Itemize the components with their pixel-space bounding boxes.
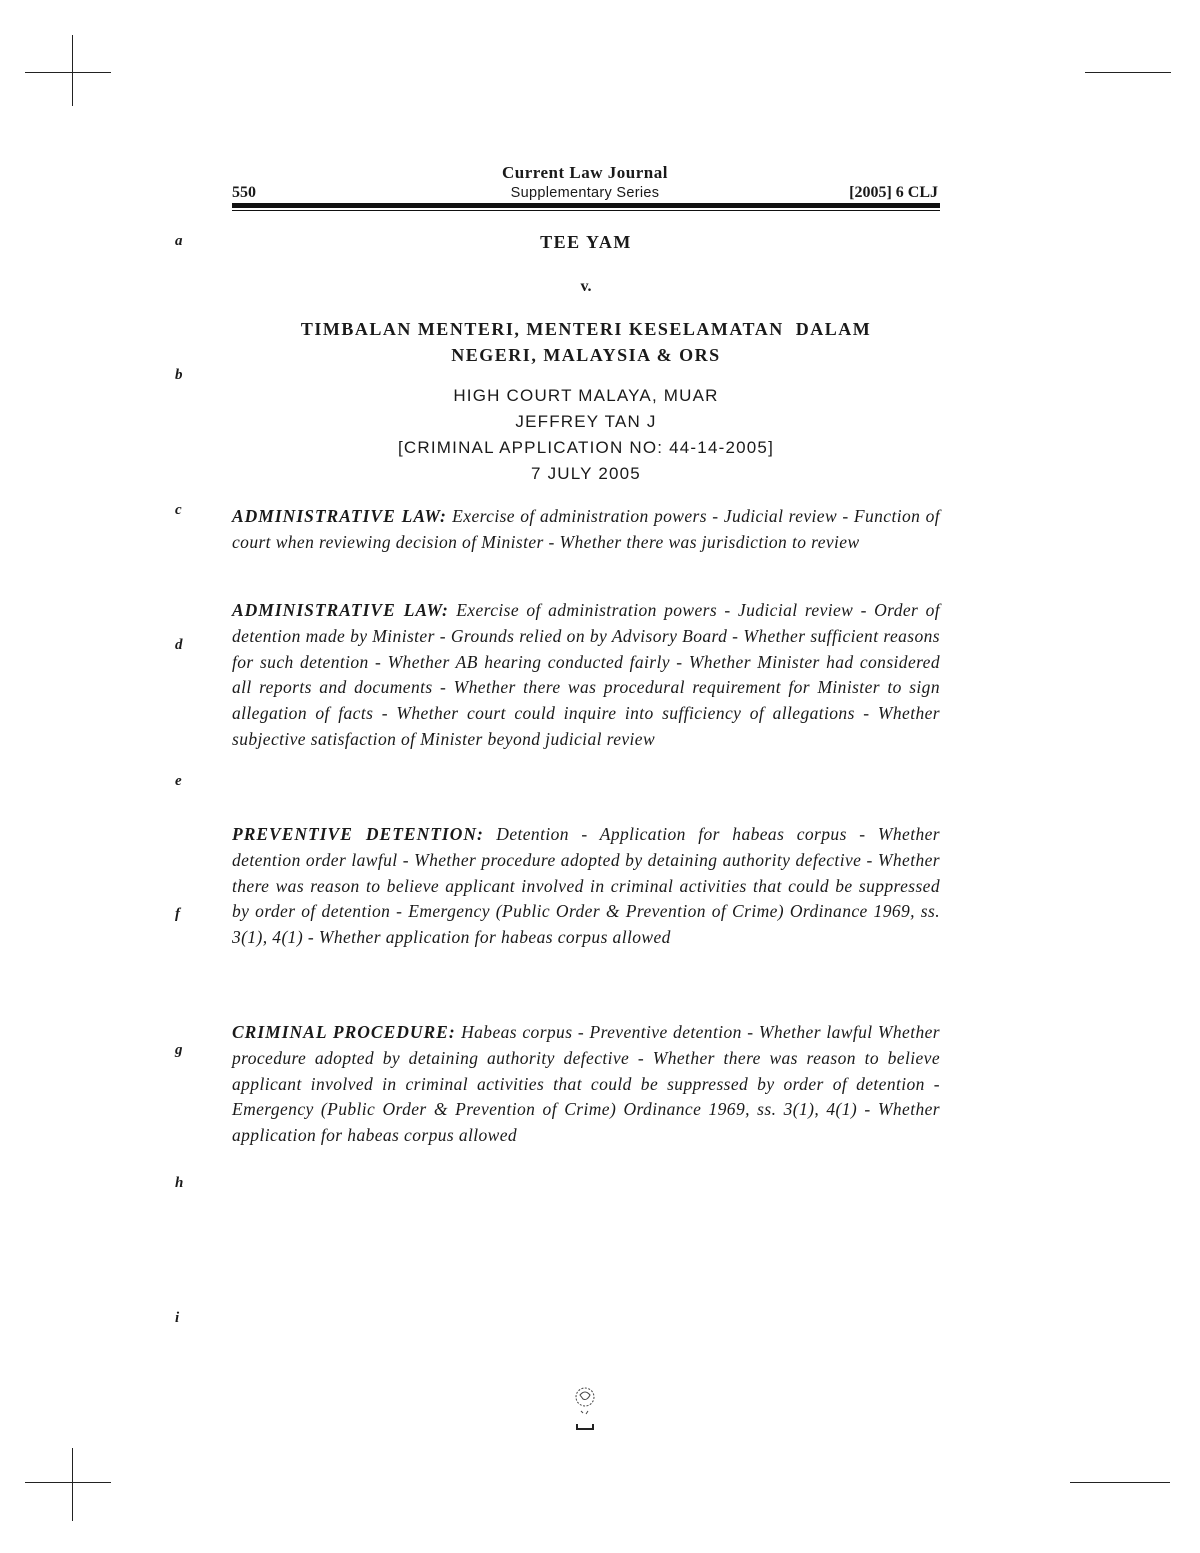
catchword-text: Habeas corpus - Preventive detention - Whether lawful Whether procedure adopted by detaining authority defective - Whether there was reason to believe applicant involved in criminal activities that could be suppressed by order of detention - Emergency (Public Order & Prevention of Crime) Ordinance 1969, ss. 3(1), 4(1) - Whether application for habeas corpus allowed bbox=[232, 1022, 940, 1146]
catchword-text: Exercise of administration powers - Judicial review - Order of detention made by Minister - Grounds relied on by Advisory Board - Whether sufficient reasons for such detention - Whether AB hearing conducted fairly - Whether Minister had considered all reports and documents - Whether there was procedural requirement for Minister to sign allegation of facts - Whether court could inquire into sufficiency of allegations - Whether subjective satisfaction of Minister beyond judicial review bbox=[232, 600, 940, 749]
catchword-paragraph bbox=[232, 1020, 940, 1149]
margin-letter-i: i bbox=[175, 1310, 180, 1326]
series-name: Supplementary Series bbox=[510, 185, 660, 201]
margin-letter-h: h bbox=[175, 1175, 184, 1191]
party-respondent-line-2: NEGERI, MALAYSIA & ORS bbox=[451, 345, 721, 365]
citation: [2005] 6 CLJ bbox=[849, 184, 938, 201]
header-rule-thick bbox=[232, 203, 940, 208]
journal-title: Current Law Journal bbox=[502, 163, 668, 182]
court-details bbox=[232, 383, 940, 487]
party-respondent bbox=[232, 316, 940, 368]
margin-letter-d: d bbox=[175, 637, 183, 653]
catchword-heading: PREVENTIVE DETENTION: bbox=[232, 824, 484, 844]
judge-name: JEFFREY TAN J bbox=[515, 412, 657, 431]
crop-mark-bottom-left-horizontal bbox=[25, 1482, 111, 1483]
crop-mark-top-right-horizontal bbox=[1085, 72, 1171, 73]
crop-mark-top-left-vertical bbox=[72, 35, 73, 106]
crop-mark-bottom-left-vertical bbox=[72, 1448, 73, 1521]
page-number: 550 bbox=[232, 184, 256, 201]
catchword-heading: ADMINISTRATIVE LAW: bbox=[232, 506, 447, 526]
margin-letter-e: e bbox=[175, 773, 182, 789]
catchword-paragraph bbox=[232, 504, 940, 556]
margin-letter-a: a bbox=[175, 233, 183, 249]
party-respondent-line-1: TIMBALAN MENTERI, MENTERI KESELAMATAN DALAM bbox=[300, 319, 872, 339]
margin-letter-b: b bbox=[175, 367, 183, 383]
catchword-text: Detention - Application for habeas corpus - Whether detention order lawful - Whether procedure adopted by detaining authority defective - Whether there was reason to believe applicant involved in criminal activities that could be suppressed by order of detention - Emergency (Public Order & Prevention of Crime) Ordinance 1969, ss. 3(1), 4(1) - Whether application for habeas corpus allowed bbox=[232, 824, 940, 948]
catchword-heading: ADMINISTRATIVE LAW: bbox=[232, 600, 449, 620]
catchword-text: Exercise of administration powers - Judicial review - Function of court when reviewing decision of Minister - Whether there was jurisdiction to review bbox=[232, 506, 940, 552]
clj-logo-icon bbox=[572, 1383, 598, 1433]
court-name: HIGH COURT MALAYA, MUAR bbox=[453, 386, 719, 405]
catchword-heading: CRIMINAL PROCEDURE: bbox=[232, 1022, 456, 1042]
party-applicant: TEE YAM bbox=[540, 232, 632, 252]
catchword-paragraph bbox=[232, 598, 940, 753]
decision-date: 7 JULY 2005 bbox=[531, 464, 641, 483]
crop-mark-bottom-right-horizontal bbox=[1070, 1482, 1170, 1483]
margin-letter-f: f bbox=[175, 906, 180, 922]
application-number: [CRIMINAL APPLICATION NO: 44-14-2005] bbox=[397, 438, 775, 457]
crop-mark-top-left-horizontal bbox=[25, 72, 111, 73]
catchword-paragraph bbox=[232, 822, 940, 951]
margin-letter-g: g bbox=[175, 1042, 183, 1058]
margin-letter-c: c bbox=[175, 502, 182, 518]
header-rule-thin bbox=[232, 210, 940, 211]
versus: v. bbox=[580, 278, 592, 295]
